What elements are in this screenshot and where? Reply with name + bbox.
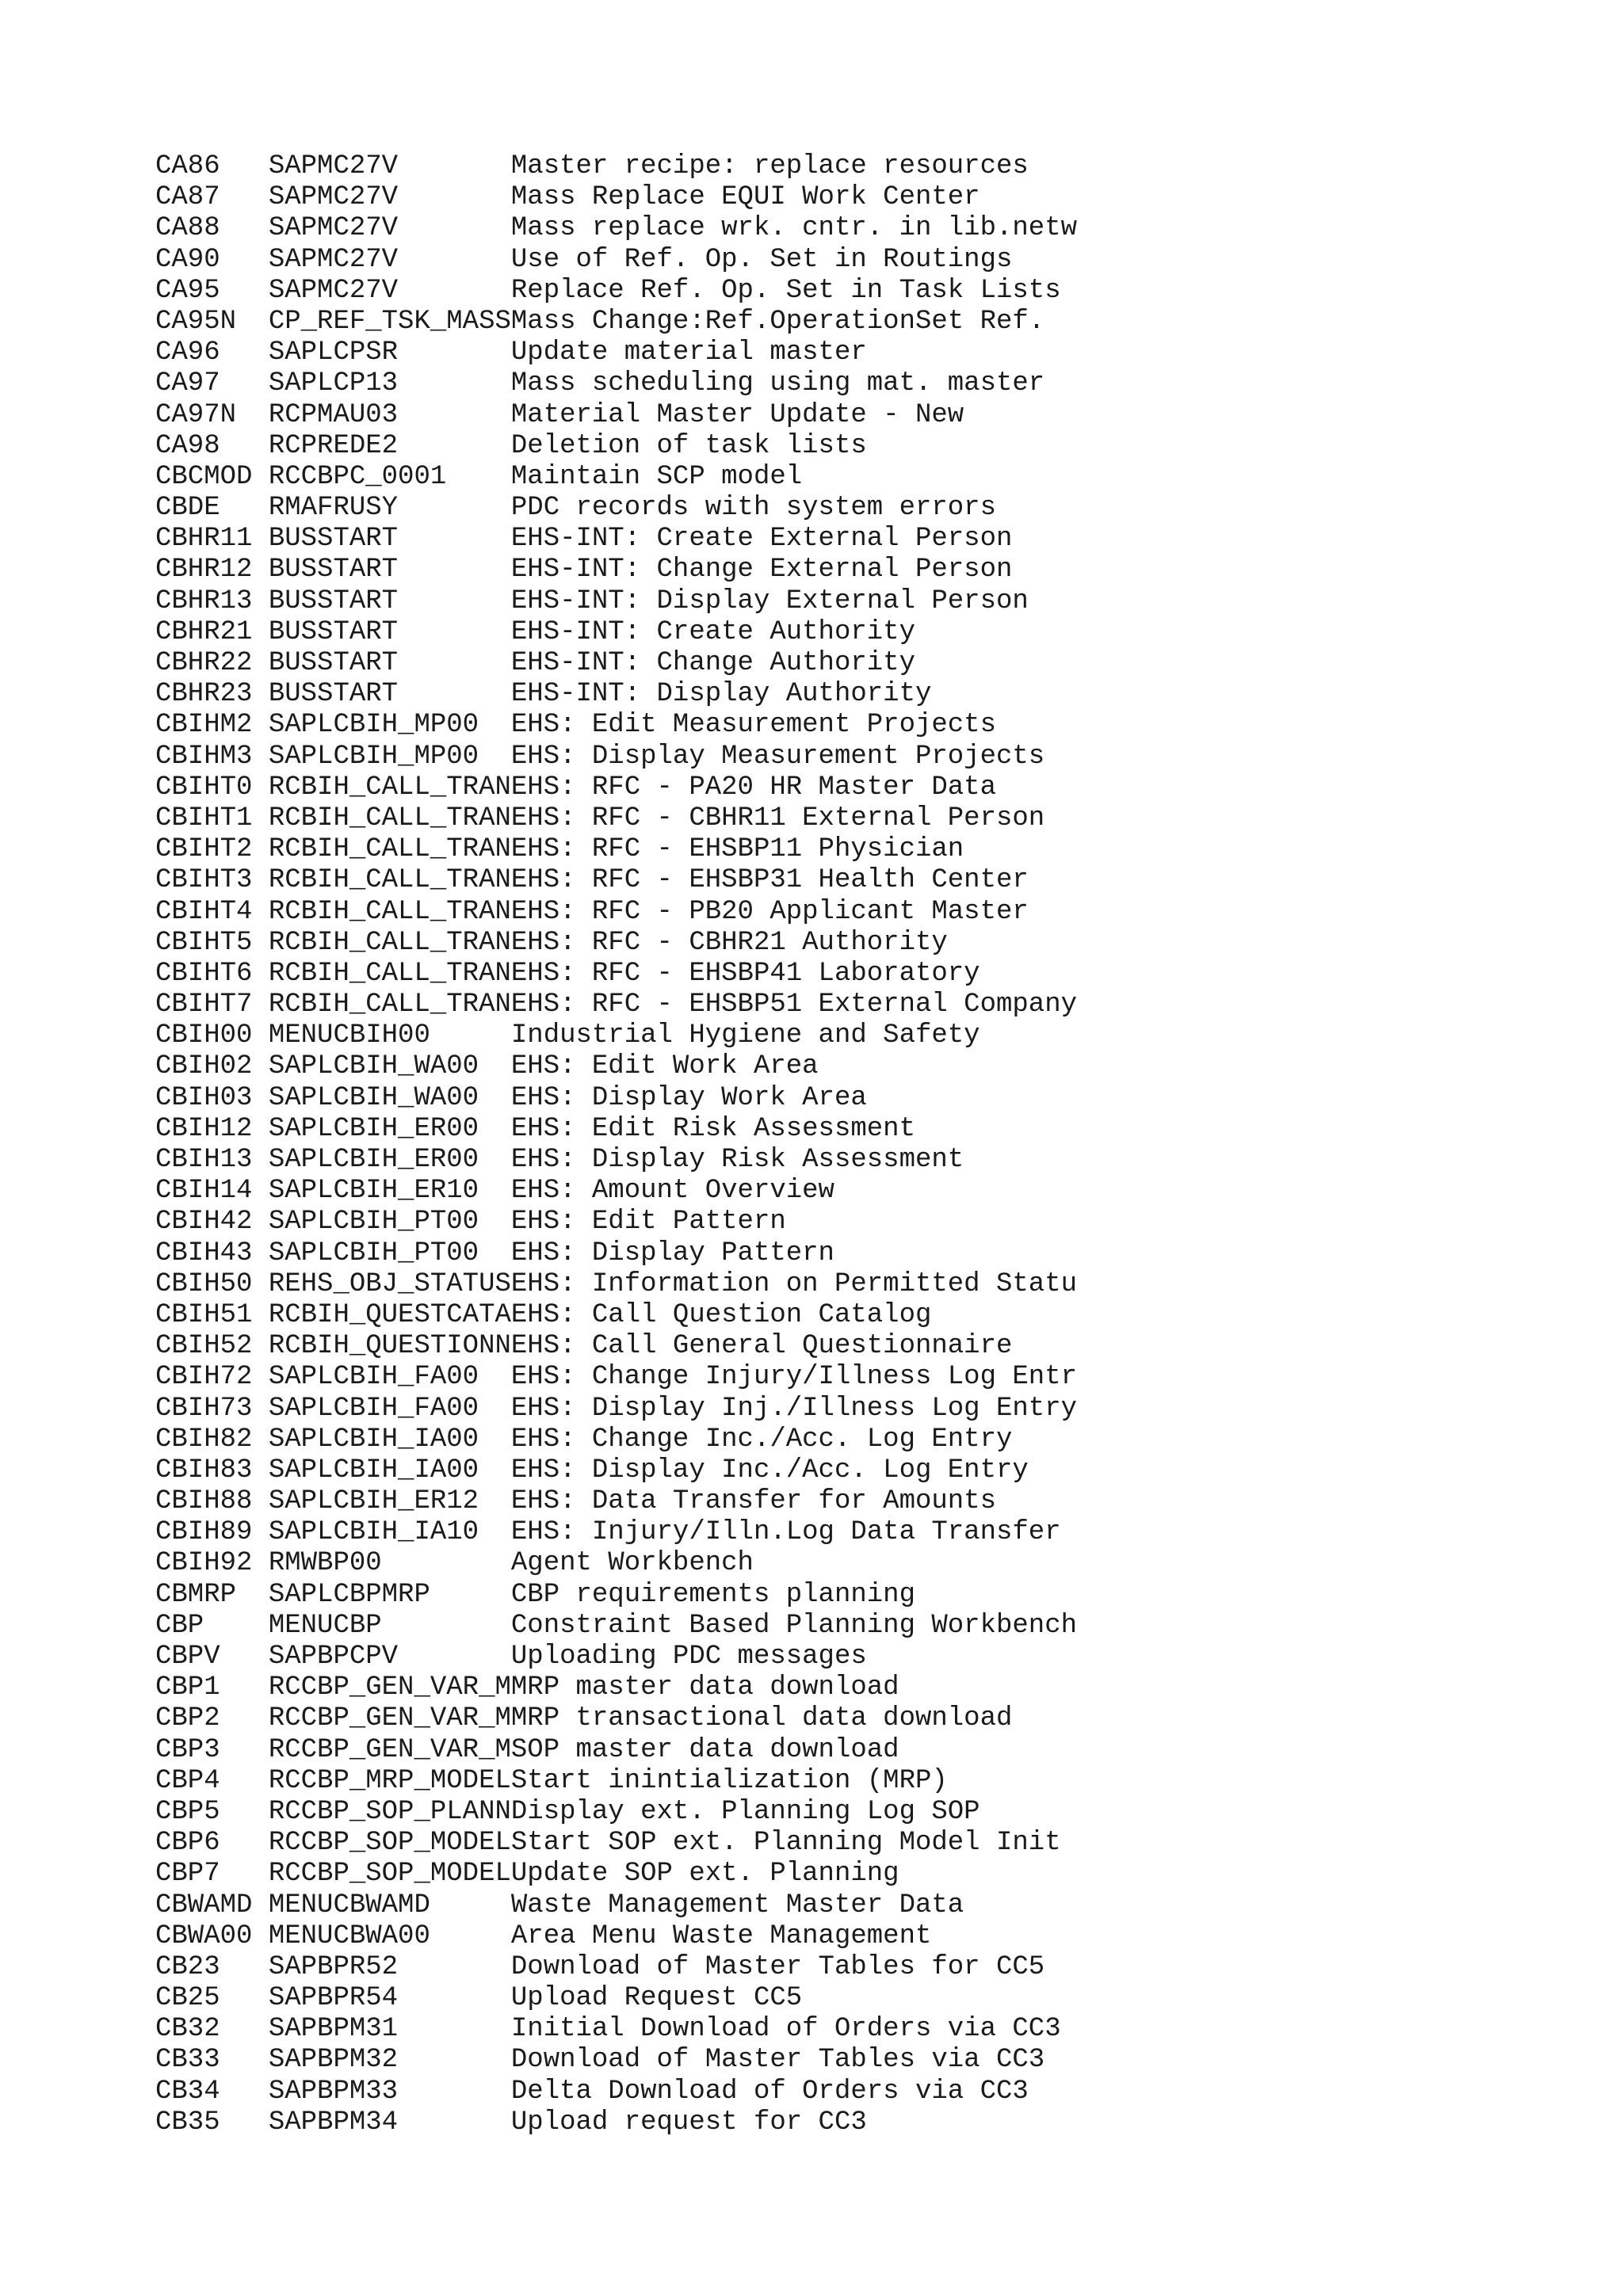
transaction-description: EHS: Display Inj./Illness Log Entry — [510, 1393, 1078, 1424]
transaction-code: CBP — [155, 1610, 269, 1641]
program-name: RCBIH_CALL_TRAN — [268, 803, 511, 833]
transaction-description: EHS: Information on Permitted Statu — [510, 1268, 1078, 1299]
listing-row — [155, 555, 1077, 585]
transaction-description: Mass Replace EQUI Work Center — [510, 182, 980, 213]
program-name: RMAFRUSY — [268, 493, 511, 524]
transaction-code: CBIH51 — [155, 1299, 269, 1330]
program-name: RCPREDE2 — [268, 430, 511, 461]
listing-row — [155, 1269, 1077, 1300]
program-name: BUSSTART — [268, 616, 511, 647]
listing-row — [155, 1828, 1077, 1859]
listing-row — [155, 1020, 1077, 1051]
transaction-code: CBIH13 — [155, 1145, 269, 1175]
program-name: RCCBP_SOP_MODEL — [268, 1828, 511, 1859]
program-name: SAPLCBIH_FA00 — [268, 1362, 511, 1393]
program-name: SAPBPR52 — [268, 1951, 511, 1982]
program-name: SAPLCBIH_PT00 — [268, 1207, 511, 1238]
transaction-code: CBP3 — [155, 1734, 269, 1765]
transaction-code: CBIH92 — [155, 1548, 269, 1579]
listing-row — [155, 213, 1077, 244]
transaction-description: EHS: Display Pattern — [510, 1238, 834, 1268]
program-name: SAPBPM33 — [268, 2076, 511, 2107]
transaction-code: CA95 — [155, 275, 269, 306]
transaction-description: Mass replace wrk. cntr. in lib.netw — [510, 213, 1078, 244]
program-name: RCBIH_QUESTIONN — [268, 1331, 511, 1362]
transaction-description: Replace Ref. Op. Set in Task Lists — [510, 275, 1061, 306]
program-name: MENUCBWAMD — [268, 1890, 511, 1920]
program-name: SAPBPM34 — [268, 2107, 511, 2138]
transaction-code: CBIHT0 — [155, 772, 269, 803]
transaction-code: CA97 — [155, 368, 269, 399]
listing-row — [155, 990, 1077, 1020]
program-name: SAPLCBIH_FA00 — [268, 1393, 511, 1424]
program-name: BUSSTART — [268, 524, 511, 555]
transaction-description: Master recipe: replace resources — [510, 151, 1029, 181]
transaction-code: CBP2 — [155, 1703, 269, 1734]
transaction-description: EHS: Call General Questionnaire — [510, 1331, 1013, 1362]
transaction-description: MRP transactional data download — [510, 1703, 1013, 1734]
listing-row — [155, 493, 1077, 524]
program-name: SAPMC27V — [268, 213, 511, 244]
program-name: SAPLCBIH_PT00 — [268, 1238, 511, 1268]
program-name: BUSSTART — [268, 648, 511, 678]
program-name: SAPLCPSR — [268, 338, 511, 368]
program-name: RCBIH_CALL_TRAN — [268, 927, 511, 958]
transaction-code: CBHR13 — [155, 585, 269, 616]
transaction-code: CBIH02 — [155, 1051, 269, 1082]
program-name: SAPLCBIH_IA00 — [268, 1424, 511, 1455]
program-name: SAPLCBIH_MP00 — [268, 741, 511, 772]
program-name: MENUCBWA00 — [268, 1920, 511, 1951]
listing-row — [155, 1425, 1077, 1455]
listing-row — [155, 1362, 1077, 1393]
program-name: RCBIH_CALL_TRAN — [268, 834, 511, 865]
listing-row — [155, 648, 1077, 679]
program-name: SAPLCBPMRP — [268, 1579, 511, 1610]
program-name: RMWBP00 — [268, 1548, 511, 1579]
transaction-code: CBIH00 — [155, 1020, 269, 1051]
listing-row — [155, 803, 1077, 834]
program-name: SAPLCBIH_ER00 — [268, 1113, 511, 1144]
transaction-code: CBP5 — [155, 1796, 269, 1827]
transaction-code: CA87 — [155, 182, 269, 213]
listing-row — [155, 1921, 1077, 1952]
program-name: SAPLCBIH_IA00 — [268, 1455, 511, 1486]
transaction-description: Uploading PDC messages — [510, 1642, 867, 1672]
listing-row — [155, 462, 1077, 493]
transaction-description: EHS: Edit Pattern — [510, 1207, 786, 1238]
listing-row — [155, 307, 1077, 338]
transaction-description: EHS-INT: Display External Person — [510, 585, 1029, 616]
transaction-code: CBWA00 — [155, 1920, 269, 1951]
transaction-code: CBIHT7 — [155, 990, 269, 1020]
transaction-code: CBIHT4 — [155, 896, 269, 927]
transaction-description: EHS: RFC - PB20 Applicant Master — [510, 896, 1029, 927]
transaction-description: EHS-INT: Create Authority — [510, 616, 915, 647]
transaction-code: CBIH83 — [155, 1455, 269, 1486]
program-name: RCBIH_CALL_TRAN — [268, 990, 511, 1020]
transaction-description: Industrial Hygiene and Safety — [510, 1020, 980, 1051]
listing-row — [155, 1331, 1077, 1362]
listing-row — [155, 865, 1077, 896]
transaction-code: CA86 — [155, 151, 269, 181]
transaction-description: Download of Master Tables via CC3 — [510, 2045, 1045, 2076]
transaction-code: CBIH89 — [155, 1517, 269, 1548]
transaction-description: EHS: RFC - EHSBP51 External Company — [510, 990, 1078, 1020]
program-name: RCBIH_CALL_TRAN — [268, 865, 511, 896]
listing-row — [155, 679, 1077, 710]
listing-row — [155, 586, 1077, 617]
listing-row — [155, 151, 1077, 182]
transaction-description: EHS-INT: Change External Person — [510, 555, 1013, 585]
transaction-code: CBHR21 — [155, 616, 269, 647]
transaction-code: CBHR23 — [155, 679, 269, 710]
transaction-code: CB33 — [155, 2045, 269, 2076]
transaction-description: EHS: Edit Work Area — [510, 1051, 819, 1082]
listing-row — [155, 1486, 1077, 1517]
listing-row — [155, 834, 1077, 865]
transaction-code: CBIH50 — [155, 1268, 269, 1299]
listing-row — [155, 276, 1077, 307]
program-name: RCBIH_CALL_TRAN — [268, 896, 511, 927]
transaction-code: CBP6 — [155, 1828, 269, 1859]
listing-row — [155, 1207, 1077, 1238]
listing-row — [155, 338, 1077, 368]
transaction-description: EHS: RFC - CBHR21 Authority — [510, 927, 948, 958]
transaction-code: CBIH72 — [155, 1362, 269, 1393]
transaction-description: EHS-INT: Display Authority — [510, 679, 932, 710]
transaction-code: CBIHT6 — [155, 958, 269, 989]
listing-row — [155, 1611, 1077, 1642]
transaction-code: CBP7 — [155, 1859, 269, 1890]
listing-row — [155, 182, 1077, 213]
transaction-description: Upload Request CC5 — [510, 1983, 803, 2014]
listing-row — [155, 1051, 1077, 1082]
listing-row — [155, 2107, 1077, 2138]
transaction-code: CBIHM3 — [155, 741, 269, 772]
transaction-description: Material Master Update - New — [510, 399, 964, 430]
transaction-code: CBIH14 — [155, 1176, 269, 1207]
transaction-code: CBHR12 — [155, 555, 269, 585]
transaction-description: Mass Change:Ref.OperationSet Ref. — [510, 306, 1045, 337]
listing-row — [155, 742, 1077, 772]
program-name: SAPLCP13 — [268, 368, 511, 399]
listing-row — [155, 1642, 1077, 1672]
transaction-description: Maintain SCP model — [510, 461, 803, 492]
transaction-code: CBIHT5 — [155, 927, 269, 958]
listing-row — [155, 1703, 1077, 1734]
transaction-code: CBIHT2 — [155, 834, 269, 865]
transaction-code: CB32 — [155, 2014, 269, 2045]
transaction-description: SOP master data download — [510, 1734, 899, 1765]
program-name: SAPLCBIH_ER12 — [268, 1486, 511, 1517]
transaction-code: CBIH43 — [155, 1238, 269, 1268]
transaction-description: Agent Workbench — [510, 1548, 754, 1579]
transaction-code: CBIH73 — [155, 1393, 269, 1424]
transaction-description: EHS-INT: Change Authority — [510, 648, 915, 678]
listing-row — [155, 1455, 1077, 1486]
program-name: SAPMC27V — [268, 182, 511, 213]
listing-row — [155, 1983, 1077, 2014]
transaction-description: Waste Management Master Data — [510, 1890, 964, 1920]
listing-row — [155, 1517, 1077, 1548]
listing-row — [155, 1083, 1077, 1114]
transaction-description: EHS: RFC - CBHR11 External Person — [510, 803, 1045, 833]
transaction-code: CBWAMD — [155, 1890, 269, 1920]
transaction-code: CB34 — [155, 2076, 269, 2107]
transaction-code: CBIHT1 — [155, 803, 269, 833]
transaction-description: Area Menu Waste Management — [510, 1920, 932, 1951]
transaction-description: EHS: Data Transfer for Amounts — [510, 1486, 996, 1517]
transaction-code: CB35 — [155, 2107, 269, 2138]
listing-row — [155, 897, 1077, 928]
program-name: SAPBPM31 — [268, 2014, 511, 2045]
program-name: SAPMC27V — [268, 151, 511, 181]
listing-row — [155, 1114, 1077, 1145]
listing-row — [155, 1735, 1077, 1766]
listing-row — [155, 1145, 1077, 1176]
listing-row — [155, 617, 1077, 648]
transaction-code: CBIH42 — [155, 1207, 269, 1238]
listing-row — [155, 1797, 1077, 1828]
transaction-code: CA95N — [155, 306, 269, 337]
transaction-description: EHS: RFC - EHSBP11 Physician — [510, 834, 964, 865]
program-name: SAPLCBIH_WA00 — [268, 1082, 511, 1113]
listing-row — [155, 1176, 1077, 1207]
listing-row — [155, 1394, 1077, 1425]
transaction-code: CBHR22 — [155, 648, 269, 678]
listing-row — [155, 524, 1077, 555]
transaction-code: CBIH82 — [155, 1424, 269, 1455]
transaction-code: CA88 — [155, 213, 269, 244]
program-name: SAPLCBIH_WA00 — [268, 1051, 511, 1082]
listing-row — [155, 772, 1077, 803]
transaction-description: PDC records with system errors — [510, 493, 996, 524]
transaction-description: Display ext. Planning Log SOP — [510, 1796, 980, 1827]
transaction-code: CA96 — [155, 338, 269, 368]
listing-row — [155, 2077, 1077, 2107]
transaction-description: Start SOP ext. Planning Model Init — [510, 1828, 1061, 1859]
program-name: RCCBP_GEN_VAR_M — [268, 1703, 511, 1734]
transaction-code: CBMRP — [155, 1579, 269, 1610]
listing-row — [155, 928, 1077, 959]
program-name: RCBIH_QUESTCATA — [268, 1299, 511, 1330]
transaction-description: EHS: RFC - PA20 HR Master Data — [510, 772, 996, 803]
transaction-description: Constraint Based Planning Workbench — [510, 1610, 1078, 1641]
transaction-description: EHS: Edit Risk Assessment — [510, 1113, 915, 1144]
transaction-description: Use of Ref. Op. Set in Routings — [510, 244, 1013, 275]
transaction-description: Upload request for CC3 — [510, 2107, 867, 2138]
transaction-description: EHS: RFC - EHSBP31 Health Center — [510, 865, 1029, 896]
transaction-code: CBIHT3 — [155, 865, 269, 896]
listing-row — [155, 2045, 1077, 2076]
transaction-code: CB25 — [155, 1983, 269, 2014]
transaction-code: CA97N — [155, 399, 269, 430]
transaction-description: EHS: Edit Measurement Projects — [510, 710, 996, 741]
transaction-description: EHS-INT: Create External Person — [510, 524, 1013, 555]
transaction-description: EHS: Change Injury/Illness Log Entr — [510, 1362, 1078, 1393]
listing-row — [155, 1548, 1077, 1579]
listing-row — [155, 959, 1077, 990]
transaction-description: Update SOP ext. Planning — [510, 1859, 899, 1890]
program-name: RCCBP_SOP_PLANN — [268, 1796, 511, 1827]
transaction-description: Download of Master Tables for CC5 — [510, 1951, 1045, 1982]
program-name: SAPBPR54 — [268, 1983, 511, 2014]
program-name: SAPMC27V — [268, 275, 511, 306]
program-name: RCCBP_GEN_VAR_M — [268, 1734, 511, 1765]
transaction-code: CBIH52 — [155, 1331, 269, 1362]
transaction-description: EHS: Injury/Illn.Log Data Transfer — [510, 1517, 1061, 1548]
transaction-code: CA98 — [155, 430, 269, 461]
program-name: SAPLCBIH_MP00 — [268, 710, 511, 741]
program-name: RCBIH_CALL_TRAN — [268, 958, 511, 989]
transaction-code: CBIH12 — [155, 1113, 269, 1144]
listing-row — [155, 245, 1077, 276]
transaction-code: CBDE — [155, 493, 269, 524]
listing-row — [155, 2014, 1077, 2045]
transaction-description: EHS: Change Inc./Acc. Log Entry — [510, 1424, 1013, 1455]
listing-row — [155, 400, 1077, 431]
listing-row — [155, 431, 1077, 462]
program-name: SAPLCBIH_ER10 — [268, 1176, 511, 1207]
transaction-description: EHS: Display Risk Assessment — [510, 1145, 964, 1175]
transaction-code-listing — [155, 151, 1077, 2138]
listing-row — [155, 1890, 1077, 1921]
program-name: RCPMAU03 — [268, 399, 511, 430]
transaction-description: EHS: Amount Overview — [510, 1176, 834, 1207]
program-name: CP_REF_TSK_MASS — [268, 306, 511, 337]
listing-row — [155, 1672, 1077, 1703]
program-name: BUSSTART — [268, 555, 511, 585]
transaction-description: Initial Download of Orders via CC3 — [510, 2014, 1061, 2045]
program-name: RCCBP_GEN_VAR_M — [268, 1672, 511, 1703]
transaction-code: CBCMOD — [155, 461, 269, 492]
listing-row — [155, 1300, 1077, 1331]
program-name: BUSSTART — [268, 679, 511, 710]
transaction-description: MRP master data download — [510, 1672, 899, 1703]
program-name: REHS_OBJ_STATUS — [268, 1268, 511, 1299]
transaction-code: CA90 — [155, 244, 269, 275]
listing-row — [155, 710, 1077, 741]
transaction-description: CBP requirements planning — [510, 1579, 915, 1610]
listing-row — [155, 1859, 1077, 1890]
listing-row — [155, 368, 1077, 399]
transaction-code: CB23 — [155, 1951, 269, 1982]
transaction-description: Start inintialization (MRP) — [510, 1765, 948, 1796]
transaction-code: CBIH03 — [155, 1082, 269, 1113]
transaction-description: Update material master — [510, 338, 867, 368]
listing-row — [155, 1238, 1077, 1269]
transaction-description: EHS: Display Work Area — [510, 1082, 867, 1113]
transaction-code: CBP1 — [155, 1672, 269, 1703]
transaction-code: CBIHM2 — [155, 710, 269, 741]
transaction-description: EHS: RFC - EHSBP41 Laboratory — [510, 958, 980, 989]
program-name: MENUCBIH00 — [268, 1020, 511, 1051]
program-name: SAPBPM32 — [268, 2045, 511, 2076]
listing-row — [155, 1766, 1077, 1797]
transaction-code: CBHR11 — [155, 524, 269, 555]
program-name: RCCBP_SOP_MODEL — [268, 1859, 511, 1890]
transaction-code: CBPV — [155, 1642, 269, 1672]
program-name: SAPLCBIH_ER00 — [268, 1145, 511, 1175]
transaction-description: EHS: Display Measurement Projects — [510, 741, 1045, 772]
transaction-description: EHS: Call Question Catalog — [510, 1299, 932, 1330]
transaction-description: EHS: Display Inc./Acc. Log Entry — [510, 1455, 1029, 1486]
listing-row — [155, 1952, 1077, 1983]
transaction-description: Mass scheduling using mat. master — [510, 368, 1045, 399]
transaction-code: CBP4 — [155, 1765, 269, 1796]
program-name: SAPLCBIH_IA10 — [268, 1517, 511, 1548]
program-name: RCCBPC_0001 — [268, 461, 511, 492]
program-name: SAPBPCPV — [268, 1642, 511, 1672]
program-name: RCCBP_MRP_MODEL — [268, 1765, 511, 1796]
program-name: MENUCBP — [268, 1610, 511, 1641]
listing-row — [155, 1580, 1077, 1611]
program-name: BUSSTART — [268, 585, 511, 616]
transaction-code: CBIH88 — [155, 1486, 269, 1517]
transaction-description: Delta Download of Orders via CC3 — [510, 2076, 1029, 2107]
program-name: RCBIH_CALL_TRAN — [268, 772, 511, 803]
transaction-description: Deletion of task lists — [510, 430, 867, 461]
program-name: SAPMC27V — [268, 244, 511, 275]
